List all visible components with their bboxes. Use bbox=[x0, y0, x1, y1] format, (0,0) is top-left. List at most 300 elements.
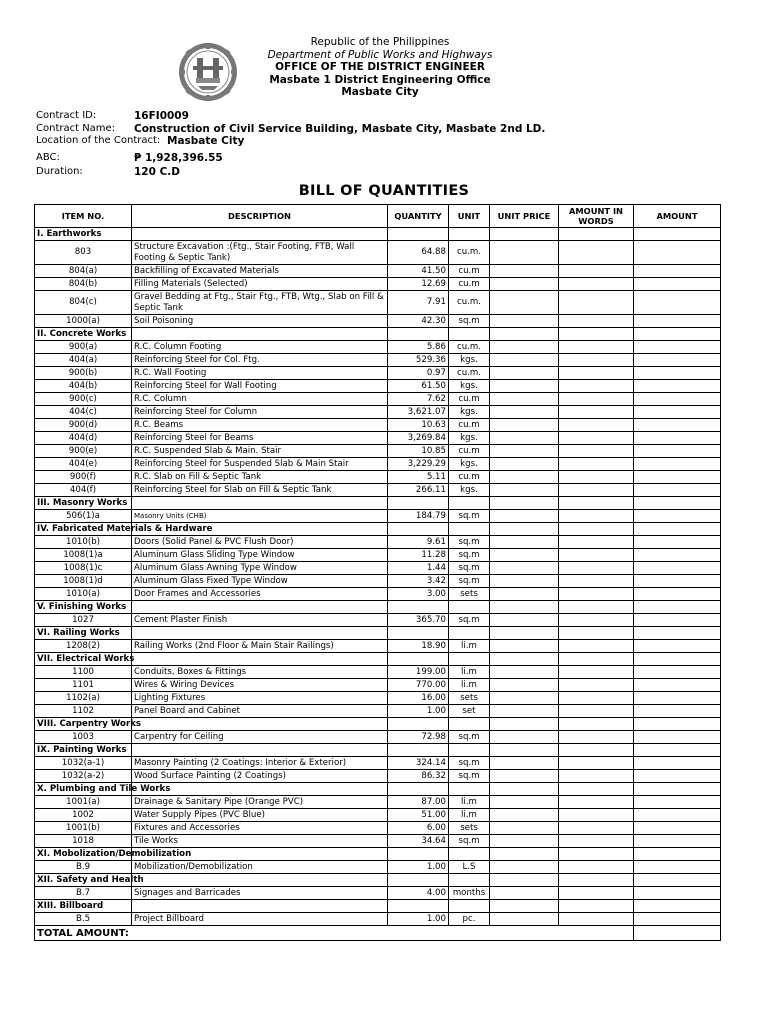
description-cell: Soil Poisoning bbox=[132, 315, 388, 328]
empty-cell bbox=[449, 328, 490, 341]
abc-value: ₱ 1,928,396.55 bbox=[134, 152, 223, 164]
amount-cell bbox=[634, 380, 721, 393]
quantity-cell: 3,621.07 bbox=[388, 406, 449, 419]
section-row bbox=[35, 874, 721, 887]
amount-cell bbox=[634, 588, 721, 601]
amount-cell bbox=[634, 679, 721, 692]
table-row bbox=[35, 861, 721, 874]
amount-cell bbox=[634, 536, 721, 549]
empty-cell bbox=[132, 744, 388, 757]
unit-cell: sq.m bbox=[449, 614, 490, 627]
quantity-cell: 4.00 bbox=[388, 887, 449, 900]
item-no-cell: 404(b) bbox=[35, 380, 132, 393]
unit-cell: li.m bbox=[449, 679, 490, 692]
unit-price-cell bbox=[490, 458, 559, 471]
item-no-cell: 1032(a-1) bbox=[35, 757, 132, 770]
unit-price-cell bbox=[490, 562, 559, 575]
empty-cell bbox=[449, 783, 490, 796]
table-row bbox=[35, 291, 721, 315]
empty-cell bbox=[132, 601, 388, 614]
quantity-cell: 86.32 bbox=[388, 770, 449, 783]
amount-in-words-cell bbox=[559, 549, 634, 562]
section-row bbox=[35, 497, 721, 510]
section-title: VIII. Carpentry Works bbox=[35, 718, 132, 731]
item-no-cell: 1001(b) bbox=[35, 822, 132, 835]
description-cell: Wood Surface Painting (2 Coatings) bbox=[132, 770, 388, 783]
amount-in-words-cell bbox=[559, 887, 634, 900]
amount-in-words-cell bbox=[559, 770, 634, 783]
quantity-cell: 64.88 bbox=[388, 241, 449, 265]
description-cell: Mobilization/Demobilization bbox=[132, 861, 388, 874]
unit-price-cell bbox=[490, 588, 559, 601]
col-unit-price: UNIT PRICE bbox=[490, 205, 559, 228]
unit-cell: kgs. bbox=[449, 406, 490, 419]
amount-in-words-cell bbox=[559, 406, 634, 419]
empty-cell bbox=[449, 228, 490, 241]
description-cell: Tile Works bbox=[132, 835, 388, 848]
unit-price-cell bbox=[490, 291, 559, 315]
item-no-cell: 1101 bbox=[35, 679, 132, 692]
unit-cell: cu.m bbox=[449, 278, 490, 291]
description-cell: Aluminum Glass Sliding Type Window bbox=[132, 549, 388, 562]
quantity-cell: 72.98 bbox=[388, 731, 449, 744]
unit-cell: sq.m bbox=[449, 731, 490, 744]
quantity-cell: 34.64 bbox=[388, 835, 449, 848]
amount-in-words-cell bbox=[559, 575, 634, 588]
unit-price-cell bbox=[490, 731, 559, 744]
item-no-cell: 900(e) bbox=[35, 445, 132, 458]
empty-cell bbox=[490, 523, 559, 536]
quantity-cell: 18.90 bbox=[388, 640, 449, 653]
location-label: Location of the Contract: bbox=[36, 135, 161, 146]
empty-cell bbox=[388, 228, 449, 241]
table-row bbox=[35, 445, 721, 458]
total-label: TOTAL AMOUNT: bbox=[35, 926, 634, 941]
empty-cell bbox=[559, 523, 634, 536]
empty-cell bbox=[490, 783, 559, 796]
table-body bbox=[35, 228, 721, 926]
empty-cell bbox=[490, 848, 559, 861]
description-cell: Masonry Painting (2 Coatings: Interior & Exterior) bbox=[132, 757, 388, 770]
description-cell: Wires & Wiring Devices bbox=[132, 679, 388, 692]
unit-price-cell bbox=[490, 380, 559, 393]
section-title: V. Finishing Works bbox=[35, 601, 132, 614]
unit-price-cell bbox=[490, 393, 559, 406]
quantity-cell: 3,229.29 bbox=[388, 458, 449, 471]
empty-cell bbox=[449, 874, 490, 887]
unit-cell: li.m bbox=[449, 809, 490, 822]
description-cell: Cement Plaster Finish bbox=[132, 614, 388, 627]
empty-cell bbox=[388, 653, 449, 666]
bill-of-quantities-table bbox=[34, 204, 721, 941]
empty-cell bbox=[388, 497, 449, 510]
section-row bbox=[35, 744, 721, 757]
empty-cell bbox=[132, 328, 388, 341]
item-no-cell: 1018 bbox=[35, 835, 132, 848]
quantity-cell: 3.00 bbox=[388, 588, 449, 601]
amount-in-words-cell bbox=[559, 796, 634, 809]
empty-cell bbox=[559, 744, 634, 757]
item-no-cell: 1100 bbox=[35, 666, 132, 679]
unit-price-cell bbox=[490, 575, 559, 588]
section-row bbox=[35, 228, 721, 241]
table-row bbox=[35, 913, 721, 926]
item-no-cell: 1002 bbox=[35, 809, 132, 822]
unit-cell: kgs. bbox=[449, 380, 490, 393]
empty-cell bbox=[449, 497, 490, 510]
empty-cell bbox=[132, 627, 388, 640]
unit-cell: sq.m bbox=[449, 835, 490, 848]
item-no-cell: 900(a) bbox=[35, 341, 132, 354]
description-cell: Conduits, Boxes & Fittings bbox=[132, 666, 388, 679]
section-row bbox=[35, 601, 721, 614]
amount-in-words-cell bbox=[559, 562, 634, 575]
empty-cell bbox=[132, 653, 388, 666]
amount-cell bbox=[634, 315, 721, 328]
unit-cell: sq.m bbox=[449, 770, 490, 783]
duration-value: 120 C.D bbox=[134, 166, 180, 178]
empty-cell bbox=[559, 718, 634, 731]
empty-cell bbox=[490, 718, 559, 731]
amount-in-words-cell bbox=[559, 419, 634, 432]
empty-cell bbox=[388, 718, 449, 731]
section-row bbox=[35, 900, 721, 913]
table-row bbox=[35, 354, 721, 367]
republic-line: Republic of the Philippines bbox=[310, 36, 450, 48]
description-cell: Panel Board and Cabinet bbox=[132, 705, 388, 718]
empty-cell bbox=[388, 627, 449, 640]
col-quantity: QUANTITY bbox=[388, 205, 449, 228]
unit-price-cell bbox=[490, 796, 559, 809]
unit-cell: months bbox=[449, 887, 490, 900]
quantity-cell: 529.36 bbox=[388, 354, 449, 367]
section-title: I. Earthworks bbox=[35, 228, 132, 241]
unit-cell: sq.m bbox=[449, 536, 490, 549]
unit-cell: pc. bbox=[449, 913, 490, 926]
section-title: XII. Safety and Health bbox=[35, 874, 132, 887]
total-amount-cell bbox=[634, 926, 721, 941]
section-title: XI. Mobolization/Demobilization bbox=[35, 848, 132, 861]
quantity-cell: 266.11 bbox=[388, 484, 449, 497]
unit-price-cell bbox=[490, 705, 559, 718]
description-cell: R.C. Suspended Slab & Main. Stair bbox=[132, 445, 388, 458]
amount-in-words-cell bbox=[559, 692, 634, 705]
unit-cell: sq.m bbox=[449, 510, 490, 523]
unit-price-cell bbox=[490, 354, 559, 367]
table-row bbox=[35, 796, 721, 809]
section-row bbox=[35, 523, 721, 536]
amount-in-words-cell bbox=[559, 640, 634, 653]
unit-price-cell bbox=[490, 484, 559, 497]
amount-in-words-cell bbox=[559, 705, 634, 718]
contract-name-label: Contract Name: bbox=[36, 123, 116, 134]
quantity-cell: 9.61 bbox=[388, 536, 449, 549]
amount-cell bbox=[634, 861, 721, 874]
table-row bbox=[35, 809, 721, 822]
description-cell: Reinforcing Steel for Slab on Fill & Septic Tank bbox=[132, 484, 388, 497]
unit-price-cell bbox=[490, 536, 559, 549]
unit-price-cell bbox=[490, 471, 559, 484]
amount-in-words-cell bbox=[559, 278, 634, 291]
duration-label: Duration: bbox=[36, 166, 83, 177]
empty-cell bbox=[449, 718, 490, 731]
section-row bbox=[35, 653, 721, 666]
amount-cell bbox=[634, 419, 721, 432]
empty-cell bbox=[490, 601, 559, 614]
item-no-cell: 1010(a) bbox=[35, 588, 132, 601]
quantity-cell: 87.00 bbox=[388, 796, 449, 809]
unit-price-cell bbox=[490, 666, 559, 679]
item-no-cell: 900(b) bbox=[35, 367, 132, 380]
col-item-no: ITEM NO. bbox=[35, 205, 132, 228]
empty-cell bbox=[388, 783, 449, 796]
description-cell: Project Billboard bbox=[132, 913, 388, 926]
amount-in-words-cell bbox=[559, 510, 634, 523]
unit-cell: cu.m bbox=[449, 471, 490, 484]
unit-cell: kgs. bbox=[449, 484, 490, 497]
quantity-cell: 365.70 bbox=[388, 614, 449, 627]
empty-cell bbox=[634, 328, 721, 341]
empty-cell bbox=[634, 900, 721, 913]
table-row bbox=[35, 432, 721, 445]
unit-cell: cu.m bbox=[449, 393, 490, 406]
amount-cell bbox=[634, 406, 721, 419]
description-cell: Backfilling of Excavated Materials bbox=[132, 265, 388, 278]
table-row bbox=[35, 757, 721, 770]
description-cell: Aluminum Glass Fixed Type Window bbox=[132, 575, 388, 588]
section-title: VI. Railing Works bbox=[35, 627, 132, 640]
description-cell: Fixtures and Accessories bbox=[132, 822, 388, 835]
section-title: III. Masonry Works bbox=[35, 497, 132, 510]
item-no-cell: 404(e) bbox=[35, 458, 132, 471]
section-row bbox=[35, 848, 721, 861]
table-row bbox=[35, 731, 721, 744]
unit-cell: L.S bbox=[449, 861, 490, 874]
item-no-cell: 1001(a) bbox=[35, 796, 132, 809]
description-cell: Gravel Bedding at Ftg., Stair Ftg., FTB, Wtg., Slab on Fill & Septic Tank bbox=[132, 291, 388, 315]
quantity-cell: 42.30 bbox=[388, 315, 449, 328]
empty-cell bbox=[388, 328, 449, 341]
amount-cell bbox=[634, 614, 721, 627]
quantity-cell: 770.00 bbox=[388, 679, 449, 692]
document-header bbox=[0, 36, 768, 106]
district-office-line: Masbate 1 District Engineering Office bbox=[269, 73, 491, 86]
empty-cell bbox=[634, 874, 721, 887]
amount-cell bbox=[634, 458, 721, 471]
unit-cell: sq.m bbox=[449, 549, 490, 562]
description-cell: R.C. Slab on Fill & Septic Tank bbox=[132, 471, 388, 484]
amount-cell bbox=[634, 757, 721, 770]
table-row bbox=[35, 666, 721, 679]
section-title: II. Concrete Works bbox=[35, 328, 132, 341]
empty-cell bbox=[634, 497, 721, 510]
amount-cell bbox=[634, 692, 721, 705]
amount-cell bbox=[634, 265, 721, 278]
empty-cell bbox=[449, 523, 490, 536]
empty-cell bbox=[490, 627, 559, 640]
location-value: Masbate City bbox=[167, 135, 245, 147]
empty-cell bbox=[449, 900, 490, 913]
empty-cell bbox=[132, 497, 388, 510]
amount-in-words-cell bbox=[559, 458, 634, 471]
item-no-cell: 404(f) bbox=[35, 484, 132, 497]
unit-price-cell bbox=[490, 406, 559, 419]
quantity-cell: 1.00 bbox=[388, 913, 449, 926]
description-cell: Water Supply Pipes (PVC Blue) bbox=[132, 809, 388, 822]
unit-price-cell bbox=[490, 241, 559, 265]
empty-cell bbox=[490, 874, 559, 887]
col-description: DESCRIPTION bbox=[132, 205, 388, 228]
description-cell: Signages and Barricades bbox=[132, 887, 388, 900]
amount-in-words-cell bbox=[559, 666, 634, 679]
table-row bbox=[35, 265, 721, 278]
amount-cell bbox=[634, 278, 721, 291]
empty-cell bbox=[559, 900, 634, 913]
empty-cell bbox=[132, 228, 388, 241]
item-no-cell: 404(a) bbox=[35, 354, 132, 367]
quantity-cell: 12.69 bbox=[388, 278, 449, 291]
description-cell: Structure Excavation :(Ftg., Stair Footing, FTB, Wall Footing & Septic Tank) bbox=[132, 241, 388, 265]
empty-cell bbox=[388, 601, 449, 614]
quantity-cell: 10.63 bbox=[388, 419, 449, 432]
unit-price-cell bbox=[490, 367, 559, 380]
quantity-cell: 6.00 bbox=[388, 822, 449, 835]
unit-cell: cu.m. bbox=[449, 341, 490, 354]
quantity-cell: 184.79 bbox=[388, 510, 449, 523]
table-row bbox=[35, 471, 721, 484]
empty-cell bbox=[490, 900, 559, 913]
amount-in-words-cell bbox=[559, 614, 634, 627]
unit-price-cell bbox=[490, 822, 559, 835]
table-row bbox=[35, 770, 721, 783]
table-row bbox=[35, 705, 721, 718]
amount-in-words-cell bbox=[559, 393, 634, 406]
item-no-cell: 804(b) bbox=[35, 278, 132, 291]
unit-price-cell bbox=[490, 770, 559, 783]
table-row bbox=[35, 835, 721, 848]
item-no-cell: 1008(1)a bbox=[35, 549, 132, 562]
amount-cell bbox=[634, 241, 721, 265]
amount-cell bbox=[634, 562, 721, 575]
quantity-cell: 1.00 bbox=[388, 705, 449, 718]
empty-cell bbox=[449, 627, 490, 640]
city-line: Masbate City bbox=[341, 86, 419, 98]
empty-cell bbox=[490, 653, 559, 666]
section-row bbox=[35, 718, 721, 731]
quantity-cell: 7.62 bbox=[388, 393, 449, 406]
table-row bbox=[35, 458, 721, 471]
item-no-cell: B.5 bbox=[35, 913, 132, 926]
unit-cell: sets bbox=[449, 692, 490, 705]
table-row bbox=[35, 679, 721, 692]
section-title: VII. Electrical Works bbox=[35, 653, 132, 666]
quantity-cell: 199.00 bbox=[388, 666, 449, 679]
amount-in-words-cell bbox=[559, 588, 634, 601]
amount-in-words-cell bbox=[559, 341, 634, 354]
table-row bbox=[35, 536, 721, 549]
quantity-cell: 16.00 bbox=[388, 692, 449, 705]
table-row bbox=[35, 315, 721, 328]
section-row bbox=[35, 783, 721, 796]
empty-cell bbox=[559, 228, 634, 241]
amount-in-words-cell bbox=[559, 471, 634, 484]
empty-cell bbox=[559, 653, 634, 666]
quantity-cell: 1.44 bbox=[388, 562, 449, 575]
amount-cell bbox=[634, 471, 721, 484]
item-no-cell: 404(d) bbox=[35, 432, 132, 445]
description-cell: R.C. Wall Footing bbox=[132, 367, 388, 380]
amount-cell bbox=[634, 575, 721, 588]
table-row bbox=[35, 510, 721, 523]
unit-price-cell bbox=[490, 510, 559, 523]
quantity-cell: 51.00 bbox=[388, 809, 449, 822]
empty-cell bbox=[634, 627, 721, 640]
unit-cell: kgs. bbox=[449, 354, 490, 367]
amount-cell bbox=[634, 354, 721, 367]
empty-cell bbox=[388, 523, 449, 536]
quantity-cell: 10.85 bbox=[388, 445, 449, 458]
item-no-cell: 900(f) bbox=[35, 471, 132, 484]
table-row bbox=[35, 562, 721, 575]
table-row bbox=[35, 406, 721, 419]
description-cell: Drainage & Sanitary Pipe (Orange PVC) bbox=[132, 796, 388, 809]
unit-cell: li.m bbox=[449, 796, 490, 809]
table-row bbox=[35, 393, 721, 406]
unit-cell: kgs. bbox=[449, 432, 490, 445]
empty-cell bbox=[634, 523, 721, 536]
empty-cell bbox=[388, 848, 449, 861]
unit-price-cell bbox=[490, 445, 559, 458]
amount-cell bbox=[634, 393, 721, 406]
section-title: IX. Painting Works bbox=[35, 744, 132, 757]
unit-cell: sq.m bbox=[449, 315, 490, 328]
unit-cell: li.m bbox=[449, 640, 490, 653]
quantity-cell: 5.86 bbox=[388, 341, 449, 354]
empty-cell bbox=[559, 783, 634, 796]
unit-cell: set bbox=[449, 705, 490, 718]
amount-in-words-cell bbox=[559, 484, 634, 497]
empty-cell bbox=[388, 874, 449, 887]
unit-price-cell bbox=[490, 432, 559, 445]
item-no-cell: 1102 bbox=[35, 705, 132, 718]
amount-in-words-cell bbox=[559, 861, 634, 874]
description-cell: R.C. Column bbox=[132, 393, 388, 406]
unit-cell: cu.m bbox=[449, 419, 490, 432]
empty-cell bbox=[559, 328, 634, 341]
item-no-cell: 803 bbox=[35, 241, 132, 265]
quantity-cell: 61.50 bbox=[388, 380, 449, 393]
empty-cell bbox=[449, 848, 490, 861]
table-row bbox=[35, 278, 721, 291]
contract-id-label: Contract ID: bbox=[36, 110, 97, 121]
unit-price-cell bbox=[490, 913, 559, 926]
amount-in-words-cell bbox=[559, 445, 634, 458]
amount-cell bbox=[634, 822, 721, 835]
item-no-cell: 404(c) bbox=[35, 406, 132, 419]
amount-cell bbox=[634, 666, 721, 679]
quantity-cell: 41.50 bbox=[388, 265, 449, 278]
amount-cell bbox=[634, 913, 721, 926]
unit-cell: cu.m bbox=[449, 265, 490, 278]
amount-cell bbox=[634, 770, 721, 783]
item-no-cell: B.9 bbox=[35, 861, 132, 874]
amount-cell bbox=[634, 341, 721, 354]
amount-cell bbox=[634, 640, 721, 653]
empty-cell bbox=[132, 874, 388, 887]
description-cell: R.C. Column Footing bbox=[132, 341, 388, 354]
description-cell: Reinforcing Steel for Column bbox=[132, 406, 388, 419]
item-no-cell: 1208(2) bbox=[35, 640, 132, 653]
